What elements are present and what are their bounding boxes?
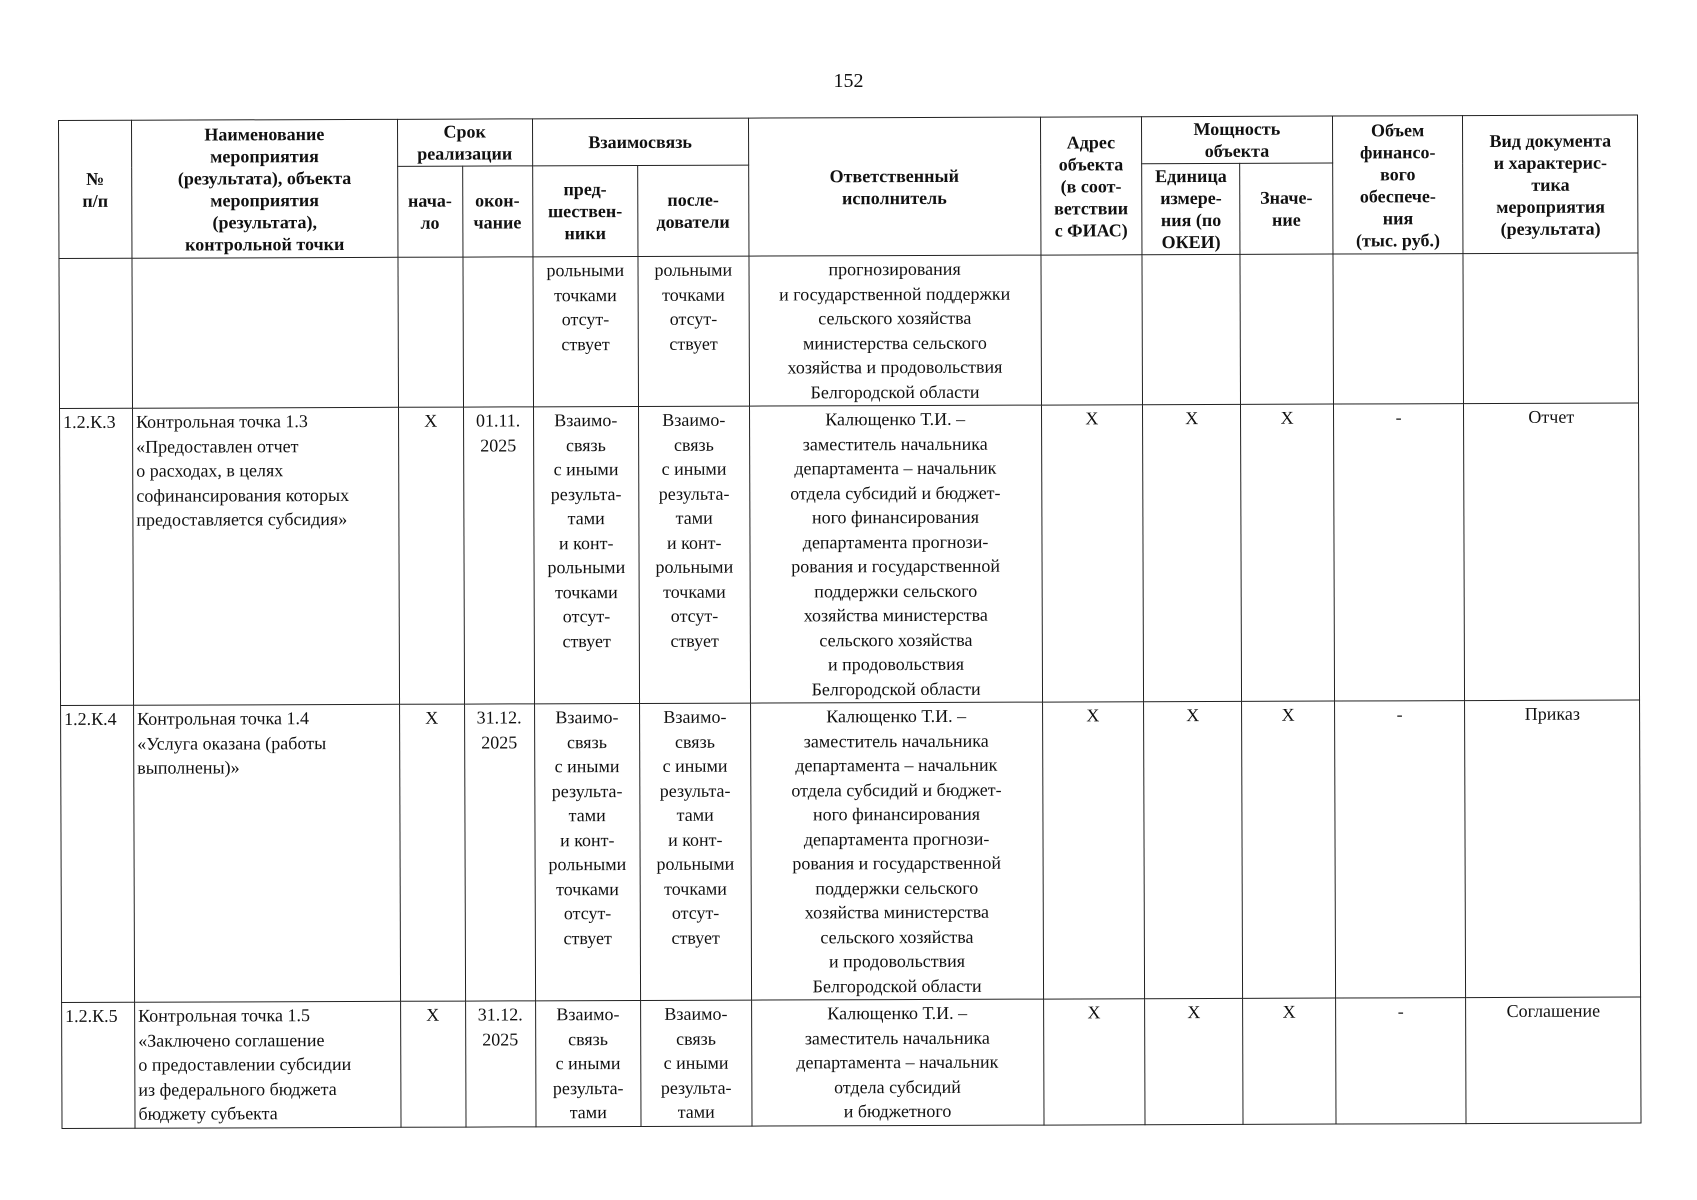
cell-finance: - xyxy=(1334,701,1466,998)
header-term: Срок реализации xyxy=(397,119,532,166)
cell-succ: Взаимо- связь с иными результа- тами и конт- рольными точками отсут- ствует xyxy=(639,406,751,703)
cell-responsible: Калющенко Т.И. – заместитель начальника департамента – начальник отдела субсидий и бюджет- ного финансирования департамента прогнози- рования и государственной поддержки сельского хозяйства министерства сельского хозяйства и продовольствия Белгородской области xyxy=(749,405,1042,703)
cell-doc: Приказ xyxy=(1465,700,1641,998)
header-capacity-value: Значе- ние xyxy=(1240,163,1333,254)
table-row-continuation xyxy=(59,253,1639,409)
cell-end: 01.11. 2025 xyxy=(463,407,534,704)
header-address: Адрес объекта (в соот- ветствии с ФИАС) xyxy=(1040,117,1142,255)
cell-name: Контрольная точка 1.4 «Услуга оказана (работы выполнены)» xyxy=(134,704,401,1002)
header-row-1 xyxy=(59,115,1638,168)
cell-pred: рольными точками отсут- ствует xyxy=(533,256,639,406)
header-finance: Объем финансо- вого обеспече- ния (тыс. руб.) xyxy=(1332,116,1463,254)
cell-num: 1.2.К.5 xyxy=(62,1002,135,1128)
cell-finance: - xyxy=(1335,998,1466,1124)
cell-name: Контрольная точка 1.3 «Предоставлен отчет о расходах, в целях софинансирования которых предоставляется субсидия» xyxy=(133,407,400,705)
cell-value: X xyxy=(1241,404,1334,701)
cell-pred: Взаимо- связь с иными результа- тами и конт- рольными точками отсут- ствует xyxy=(534,703,640,1000)
cell-value xyxy=(1240,254,1333,404)
cell-address: X xyxy=(1041,405,1143,702)
header-link-pred: пред- шествен- ники xyxy=(532,165,638,256)
cell-finance xyxy=(1333,254,1464,404)
cell-succ: Взаимо- связь с иными результа- тами и конт- рольными точками отсут- ствует xyxy=(640,703,752,1000)
cell-address xyxy=(1041,255,1143,405)
header-term-start: нача- ло xyxy=(397,166,462,257)
cell-responsible: Калющенко Т.И. – заместитель начальника департамента – начальник отдела субсидий и бюджетного xyxy=(751,999,1043,1126)
table-row xyxy=(61,700,1641,1003)
header-capacity-unit: Единица измере- ния (по ОКЕИ) xyxy=(1142,163,1241,254)
cell-name: Контрольная точка 1.5 «Заключено соглашение о предоставлении субсидии из федерального бюджета бюджету субъекта xyxy=(135,1001,401,1127)
cell-doc: Отчет xyxy=(1464,403,1640,701)
cell-doc xyxy=(1463,253,1638,404)
cell-start xyxy=(398,257,463,407)
cell-doc: Соглашение xyxy=(1466,997,1641,1123)
header-term-end: окон- чание xyxy=(462,166,532,257)
cell-start: X xyxy=(399,704,465,1001)
cell-finance: - xyxy=(1333,404,1465,701)
cell-end: 31.12. 2025 xyxy=(465,1001,535,1127)
cell-value: X xyxy=(1242,701,1335,998)
cell-end xyxy=(463,257,534,407)
cell-responsible: Калющенко Т.И. – заместитель начальника департамента – начальник отдела субсидий и бюджет- ного финансирования департамента прогнози- рования и государственной поддержки сельского хозяйства министерства сельского хозяйства и продовольствия Белгородской области xyxy=(750,702,1043,1000)
header-link-succ: после- дователи xyxy=(638,165,749,256)
cell-end: 31.12. 2025 xyxy=(464,704,535,1001)
header-doc: Вид документа и характерис- тика мероприятия (результата) xyxy=(1463,115,1638,254)
cell-responsible: прогнозирования и государственной поддержки сельского хозяйства министерства сельского хозяйства и продовольствия Белгородской области xyxy=(749,255,1042,406)
cell-unit: X xyxy=(1145,998,1244,1124)
cell-start: X xyxy=(398,407,464,704)
cell-pred: Взаимо- связь с иными результа- тами xyxy=(535,1000,641,1126)
header-responsible: Ответственный исполнитель xyxy=(748,117,1041,256)
table-row xyxy=(60,403,1640,706)
control-points-table xyxy=(58,114,1642,1128)
cell-address: X xyxy=(1042,702,1144,999)
cell-name xyxy=(132,257,398,408)
cell-succ: рольными точками отсут- ствует xyxy=(638,256,749,406)
cell-unit xyxy=(1142,254,1241,404)
header-num: № п/п xyxy=(59,120,132,258)
cell-succ: Взаимо- связь с иными результа- тами xyxy=(641,1000,752,1126)
cell-address: X xyxy=(1043,999,1145,1125)
cell-num: 1.2.К.3 xyxy=(60,408,134,705)
header-link: Взаимосвязь xyxy=(532,118,748,166)
header-name: Наименование мероприятия (результата), объекта мероприятия (результата), контрольной точки xyxy=(132,119,398,258)
page-number: 152 xyxy=(833,70,864,92)
table-row xyxy=(62,997,1641,1128)
cell-pred: Взаимо- связь с иными результа- тами и конт- рольными точками отсут- ствует xyxy=(533,406,639,703)
cell-unit: X xyxy=(1143,404,1242,701)
header-capacity: Мощность объекта xyxy=(1142,116,1333,164)
cell-value: X xyxy=(1243,998,1336,1124)
cell-unit: X xyxy=(1144,701,1243,998)
cell-num xyxy=(59,258,133,408)
cell-num: 1.2.К.4 xyxy=(61,705,135,1002)
cell-start: X xyxy=(400,1001,465,1127)
